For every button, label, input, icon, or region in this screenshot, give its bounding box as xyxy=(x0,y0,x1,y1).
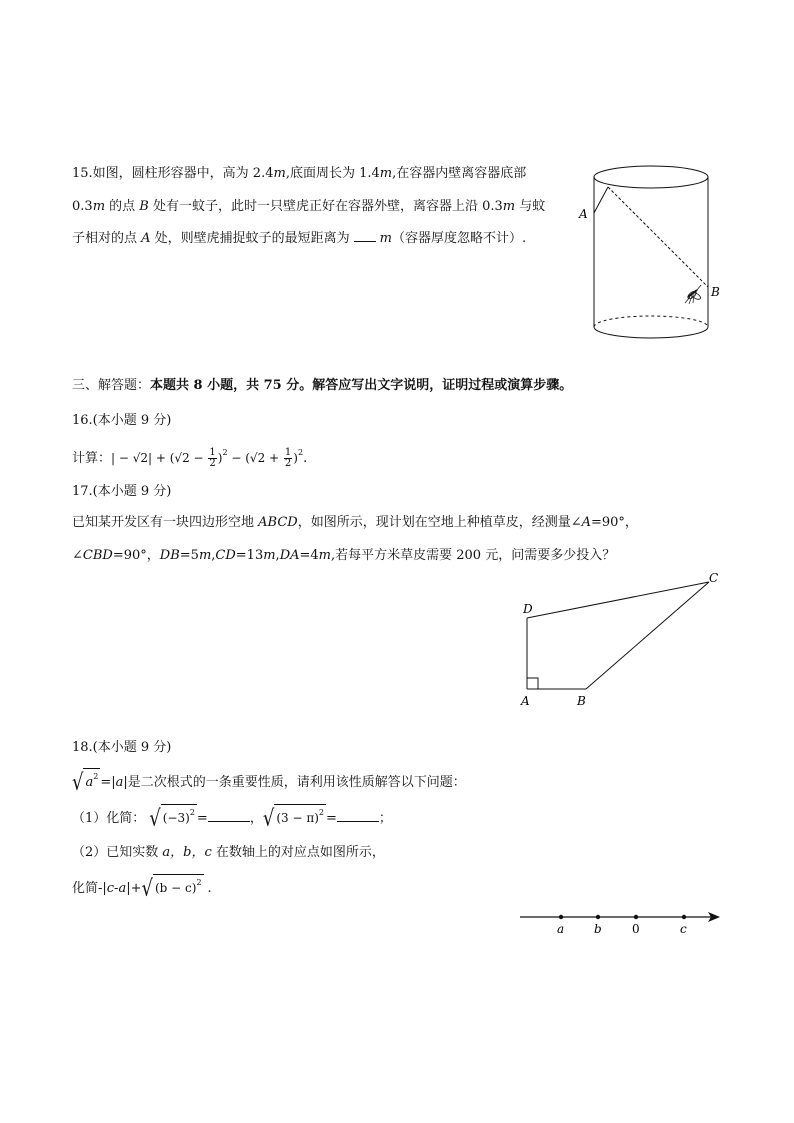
q15-line1: 15.如图，圆柱形容器中，高为 2.4m,底面周长为 1.4m,在容器内壁离容器底部 xyxy=(72,166,527,181)
side-bc xyxy=(586,582,709,689)
path-rim-to-b xyxy=(608,187,708,287)
cylinder-bottom-back xyxy=(594,316,708,327)
label-point-a: A xyxy=(579,207,588,221)
number-line-figure xyxy=(518,905,723,937)
q16-expression: 计算：| − √2| + (√2 − $\frac{1}{2}$ )$^2$ − (√2 + $\frac{1}{2}$ )$^2$. xyxy=(72,447,308,469)
right-angle-mark xyxy=(527,678,538,689)
sqrt-3-minus-pi-squared: $(3 - \pi)^2$ xyxy=(274,804,326,825)
point-a xyxy=(559,915,563,919)
fraction-half-2: $\frac{1}{2}$ xyxy=(284,447,292,469)
label-d: D xyxy=(523,602,533,616)
cylinder-bottom-front xyxy=(594,327,708,338)
axis-label-0: 0 xyxy=(632,922,640,936)
q18-part2: （2）已知实数 a，b，c 在数轴上的对应点如图所示， xyxy=(72,845,385,860)
label-c: C xyxy=(709,571,719,585)
q17-line1: 已知某开发区有一块四边形空地 ABCD，如图所示，现计划在空地上种植草皮，经测量∠A=90°， xyxy=(72,515,638,530)
label-b: B xyxy=(577,694,586,708)
sqrt-b-minus-c-squared: $(b - c)^2$ xyxy=(153,874,204,895)
point-0 xyxy=(634,915,638,919)
fraction-half-1: $\frac{1}{2}$ xyxy=(209,447,216,469)
sqrt-a-squared: $a^2$ xyxy=(83,768,100,790)
label-point-b: B xyxy=(711,285,720,299)
axis-label-a: a xyxy=(557,922,565,936)
axis-label-b: b xyxy=(594,922,602,936)
q18-part3: 化简-|c-a|+√ $(b - c)^2$ . xyxy=(72,875,212,902)
q15-line3: 子相对的点 A 处，则壁虎捕捉蚊子的最短距离为 m（容器厚度忽略不计）. xyxy=(72,231,527,246)
q15-line2: 0.3m 的点 B 处有一蚊子，此时一只壁虎正好在容器外壁，离容器上沿 0.3m 与蚊 xyxy=(72,199,546,214)
cylinder-top-ellipse xyxy=(594,166,708,188)
point-b xyxy=(596,915,600,919)
q15-answer-blank[interactable] xyxy=(354,229,376,242)
q18-header: 18.(本小题 9 分) xyxy=(72,740,172,755)
cylinder-figure xyxy=(575,160,725,345)
axis-label-c: c xyxy=(680,922,687,936)
q18-blank-2[interactable] xyxy=(337,809,379,822)
q18-part1: （1）化简： √ $(-3)^2$ = ，√ $(3 - \pi)^2$ = ； xyxy=(72,805,392,832)
label-a: A xyxy=(521,694,530,708)
path-a-to-rim xyxy=(594,187,608,213)
quadrilateral-figure xyxy=(515,568,725,713)
q16-header: 16.(本小题 9 分) xyxy=(72,413,172,428)
q18-intro: √ $a^2 =|a|$是二次根式的一条重要性质，请利用该性质解答以下问题： xyxy=(72,769,466,796)
q17-line2: ∠CBD=90°，DB=5m,CD=13m,DA=4m,若每平方米草皮需要 200 元，问需要多少投入？ xyxy=(72,548,616,563)
q18-blank-1[interactable] xyxy=(208,809,250,822)
sqrt-neg3-squared: $(-3)^2$ xyxy=(161,804,197,825)
side-cd xyxy=(527,582,709,618)
section3-heading: 三、解答题：本题共 8 小题，共 75 分。解答应写出文字说明，证明过程或演算步骤。 xyxy=(72,378,573,393)
point-c xyxy=(682,915,686,919)
q17-header: 17.(本小题 9 分) xyxy=(72,484,172,499)
mosquito-icon xyxy=(685,285,702,304)
